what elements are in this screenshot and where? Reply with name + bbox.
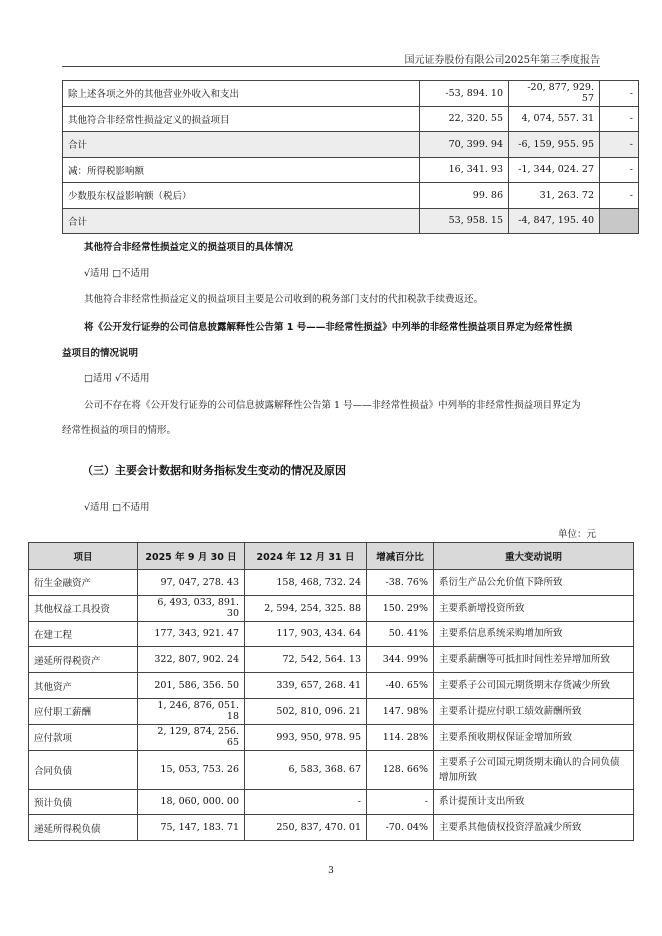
table-cell-percent: -40. 65% [367,673,434,699]
table-cell-percent: 128. 66% [367,750,434,789]
table-cell-value: -53, 894. 10 [420,81,509,107]
table-cell-value: -1, 344, 024. 27 [509,157,600,183]
table-cell-value: 16, 341. 93 [420,157,509,183]
applicability-options: □适用 √不适用 [84,373,150,384]
section-heading-line1: 将《公开发行证券的公司信息披露解释性公告第 1 号——非经常性损益》中列举的非经常性损益项目界定为经常性损 [84,322,573,333]
table-row-total [63,208,639,234]
table-cell-item: 预计负债 [29,789,138,815]
table-cell-value: 339, 657, 268. 41 [245,673,367,699]
column-header: 重大变动说明 [434,543,634,570]
table-cell-item: 递延所得税负债 [29,815,138,841]
table-cell-value: 322, 807, 902. 24 [138,647,245,673]
table-cell-value: - [600,157,639,183]
page-number: 3 [328,866,334,876]
table-cell-value: 2, 594, 254, 325. 88 [245,595,367,621]
table-cell-value: 177, 343, 921. 47 [138,621,245,647]
table-cell-percent: -38. 76% [367,570,434,596]
table-cell-percent: 344. 99% [367,647,434,673]
non-recurring-gains-table [62,80,639,234]
table-cell-item: 除上述各项之外的其他营业外收入和支出 [63,81,420,107]
column-header: 项目 [29,543,138,570]
table-row [29,595,634,621]
table-cell-value: 993, 950, 978. 95 [245,724,367,750]
applicability-options: √适用 □不适用 [84,268,150,279]
table-row [63,183,639,209]
table-cell-item: 其他权益工具投资 [29,595,138,621]
financial-changes-table [28,542,634,841]
table-cell-note: 主要系其他债权投资浮盈减少所致 [434,815,634,841]
table-cell-value: -6, 159, 955. 95 [509,132,600,158]
table-header-row [29,543,634,570]
table-cell-value: 75, 147, 183. 71 [138,815,245,841]
table-cell-item: 合计 [63,208,420,234]
section-text-line1: 公司不存在将《公开发行证券的公司信息披露解释性公告第 1 号——非经常性损益》中列举的非经常性损益项目界定为 [84,400,581,411]
table-cell-item: 其他符合非经常性损益定义的损益项目 [63,106,420,132]
table-cell-value: 6, 493, 033, 891. 30 [138,595,245,621]
table-cell-value: 117, 903, 434. 64 [245,621,367,647]
table-row [63,81,639,107]
section-title: （三）主要会计数据和财务指标发生变动的情况及原因 [82,464,346,477]
table-cell-value: -20, 877, 929. 57 [509,81,600,107]
table-row [29,789,634,815]
table-cell-value: 18, 060, 000. 00 [138,789,245,815]
unit-label: 单位：元 [557,529,596,540]
table-cell-note: 系衍生产品公允价值下降所致 [434,570,634,596]
table-cell-item: 应付款项 [29,724,138,750]
column-header: 2024 年 12 月 31 日 [245,543,367,570]
table-cell-empty [600,208,639,234]
table-cell-value: 53, 958. 15 [420,208,509,234]
report-header-title: 国元证券股份有限公司2025年第三季度报告 [404,55,600,66]
table-cell-value: - [600,106,639,132]
table-cell-item: 减：所得税影响额 [63,157,420,183]
table-cell-value: 97, 047, 278. 43 [138,570,245,596]
table-cell-value: 6, 583, 368. 67 [245,750,367,789]
table-cell-note: 主要系子公司国元期货期末存货减少所致 [434,673,634,699]
table-cell-note: 主要系薪酬等可抵扣时间性差异增加所致 [434,647,634,673]
column-header: 2025 年 9 月 30 日 [138,543,245,570]
table-cell-note: 系计提预计支出所致 [434,789,634,815]
table-cell-item: 衍生金融资产 [29,570,138,596]
table-cell-value: - [600,132,639,158]
table-cell-value: 250, 837, 470. 01 [245,815,367,841]
table-row [29,621,634,647]
table-row [29,750,634,789]
column-header: 增减百分比 [367,543,434,570]
table-cell-value: 70, 399. 94 [420,132,509,158]
table-row [29,815,634,841]
table-row-total [63,132,639,158]
table-cell-value: 15, 053, 753. 26 [138,750,245,789]
table-row [63,106,639,132]
table-cell-note: 主要系预收期权保证金增加所致 [434,724,634,750]
section-heading-other-items: 其他符合非经常性损益定义的损益项目的具体情况 [84,242,294,253]
table-row [63,157,639,183]
table-cell-value: 2, 129, 874, 256. 65 [138,724,245,750]
table-cell-item: 合计 [63,132,420,158]
table-cell-value: - [600,183,639,209]
table-cell-value: 72, 542, 564. 13 [245,647,367,673]
table-cell-percent: 150. 29% [367,595,434,621]
table-cell-item: 其他资产 [29,673,138,699]
table-cell-item: 少数股东权益影响额（税后） [63,183,420,209]
section-text-line2: 经常性损益的项目的情形。 [62,425,177,436]
table-cell-note: 主要系计提应付职工绩效薪酬所致 [434,698,634,724]
table-cell-percent: - [367,789,434,815]
table-cell-item: 合同负债 [29,750,138,789]
table-cell-note: 主要系子公司国元期货期末确认的合同负债增加所致 [434,750,634,789]
section-text: 其他符合非经常性损益定义的损益项目主要是公司收到的税务部门支付的代扣税款手续费返还。 [84,294,484,305]
table-cell-item: 在建工程 [29,621,138,647]
table-cell-percent: 114. 28% [367,724,434,750]
table-cell-percent: 147. 98% [367,698,434,724]
applicability-options: √适用 □不适用 [84,502,150,513]
table-cell-value: 502, 810, 096. 21 [245,698,367,724]
section-heading-line2: 益项目的情况说明 [62,348,139,359]
table-cell-note: 主要系信息系统采购增加所致 [434,621,634,647]
header-divider [62,66,600,67]
table-row [29,724,634,750]
table-cell-value: 201, 586, 356. 50 [138,673,245,699]
table-cell-item: 递延所得税资产 [29,647,138,673]
table-cell-value: 31, 263. 72 [509,183,600,209]
table-cell-value: 99. 86 [420,183,509,209]
table-cell-value: - [245,789,367,815]
table-cell-value: 4, 074, 557. 31 [509,106,600,132]
table-cell-value: 22, 320. 55 [420,106,509,132]
table-cell-value: - [600,81,639,107]
table-row [29,673,634,699]
table-cell-value: -4, 847, 195. 40 [509,208,600,234]
table-cell-percent: 50. 41% [367,621,434,647]
table-cell-percent: -70. 04% [367,815,434,841]
table-cell-item: 应付职工薪酬 [29,698,138,724]
table-cell-value: 158, 468, 732. 24 [245,570,367,596]
table-row [29,647,634,673]
table-row [29,570,634,596]
table-row [29,698,634,724]
table-cell-note: 主要系新增投资所致 [434,595,634,621]
table-cell-value: 1, 246, 876, 051. 18 [138,698,245,724]
